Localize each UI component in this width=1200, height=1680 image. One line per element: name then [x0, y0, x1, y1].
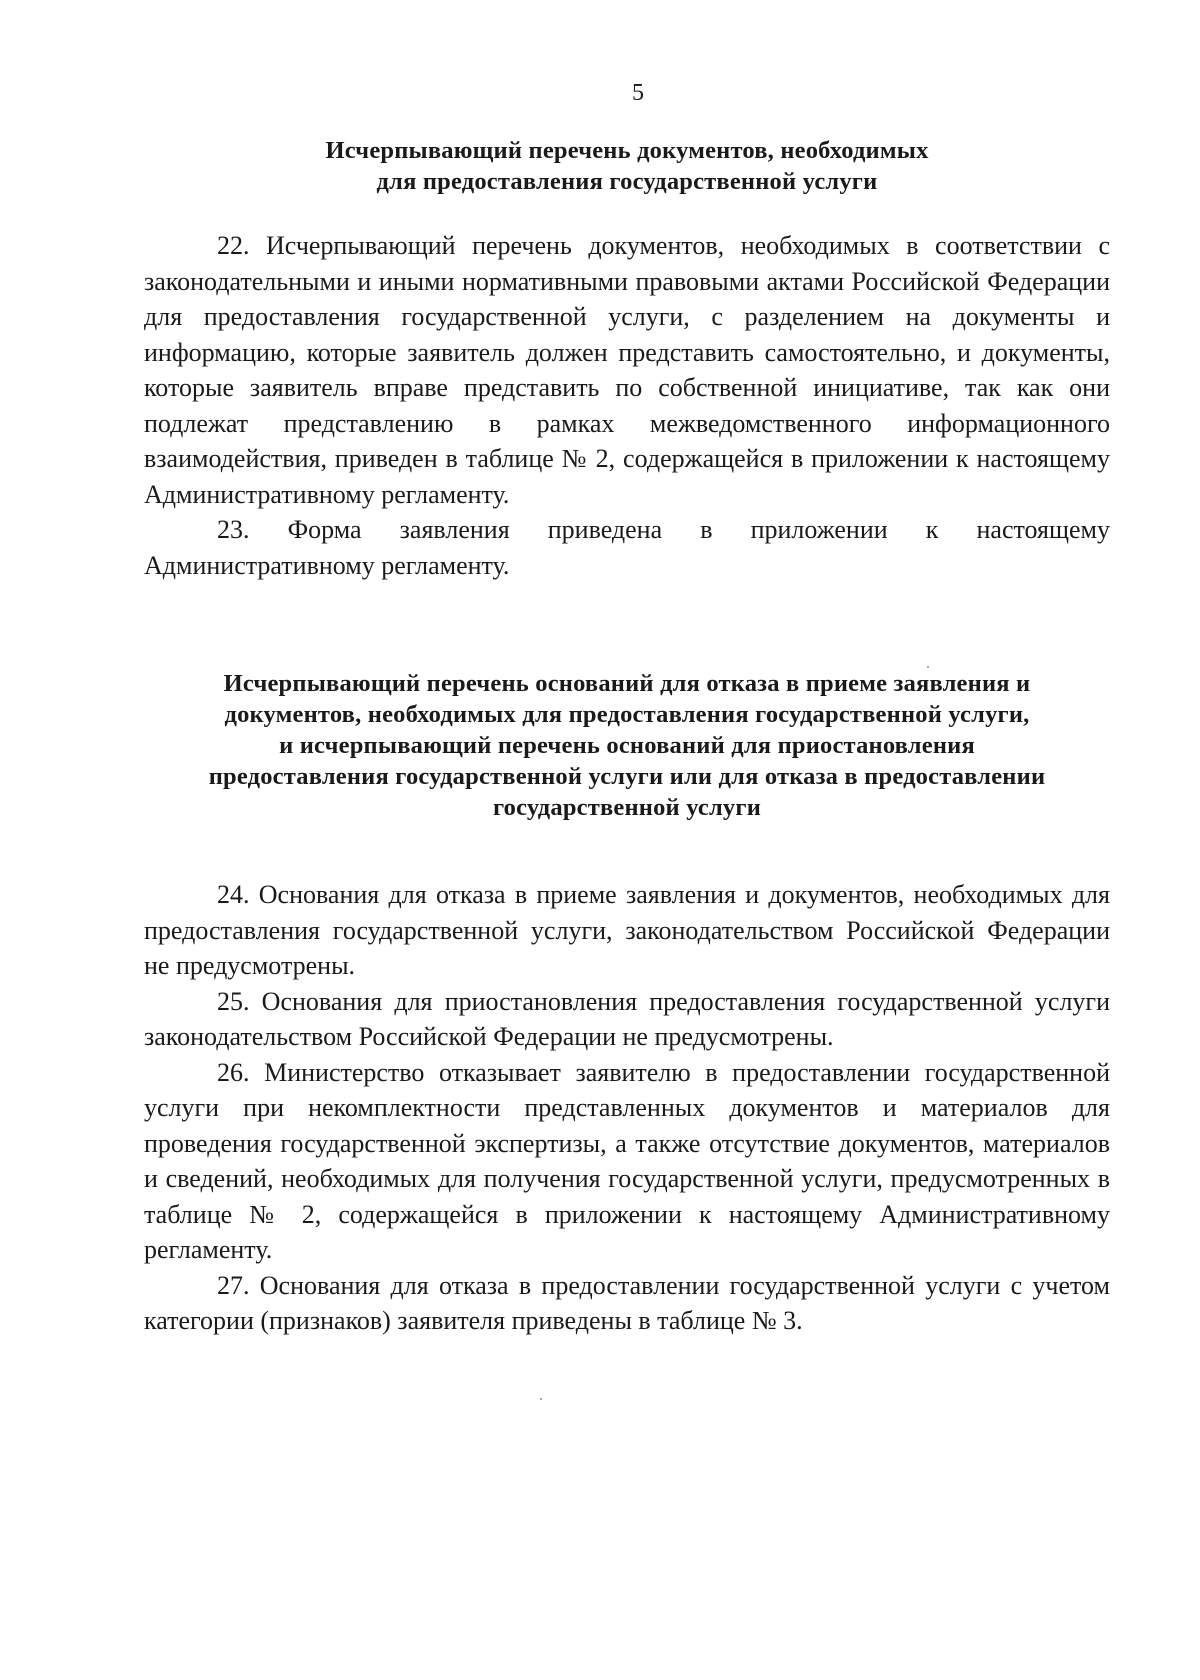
paragraph-24: 24. Основания для отказа в приеме заявления и документов, необходимых для предоставления государственной услуги, законодательством Российской Федерации не предусмотрены.	[144, 880, 1110, 980]
heading-line: Исчерпывающий перечень документов, необходимых	[325, 137, 929, 164]
section-body-refusal-grounds	[144, 877, 1110, 1339]
heading-line: государственной услуги	[492, 794, 762, 821]
section-heading-refusal-grounds	[144, 668, 1110, 823]
scan-speck	[540, 1398, 542, 1400]
section-heading-documents	[144, 135, 1110, 197]
heading-line: документов, необходимых для предоставления государственной услуги,	[224, 701, 1030, 728]
heading-line: Исчерпывающий перечень оснований для отказа в приеме заявления и	[223, 670, 1031, 697]
heading-line: для предоставления государственной услуги	[376, 168, 878, 195]
section-body-documents	[144, 228, 1110, 583]
page-number: 5	[632, 80, 644, 106]
heading-line: предоставления государственной услуги или для отказа в предоставлении	[208, 763, 1046, 790]
paragraph-27: 27. Основания для отказа в предоставлении государственной услуги с учетом категории (признаков) заявителя приведены в таблице № 3.	[144, 1270, 1110, 1335]
scan-speck	[927, 666, 929, 668]
heading-line: и исчерпывающий перечень оснований для приостановления	[279, 732, 975, 759]
paragraph-23: 23. Форма заявления приведена в приложении к настоящему Административному регламенту.	[144, 515, 1110, 580]
paragraph-26: 26. Министерство отказывает заявителю в предоставлении государственной услуги при некомплектности представленных документов и материалов для проведения государственной экспертизы, а также отсутствие документов, материалов и сведений, необходимых для получения государственной услуги, предусмотренных в таблице № 2, содержащейся в приложении к настоящему Административному регламенту.	[144, 1057, 1110, 1264]
paragraph-25: 25. Основания для приостановления предоставления государственной услуги законодательством Российской Федерации не предусмотрены.	[144, 986, 1110, 1051]
paragraph-22: 22. Исчерпывающий перечень документов, необходимых в соответствии с законодательными и иными нормативными правовыми актами Российской Федерации для предоставления государственной услуги, с разделением на документы и информацию, которые заявитель должен представить самостоятельно, и документы, которые заявитель вправе представить по собственной инициативе, так как они подлежат представлению в рамках межведомственного информационного взаимодействия, приведен в таблице № 2, содержащейся в приложении к настоящему Административному регламенту.	[144, 231, 1110, 509]
